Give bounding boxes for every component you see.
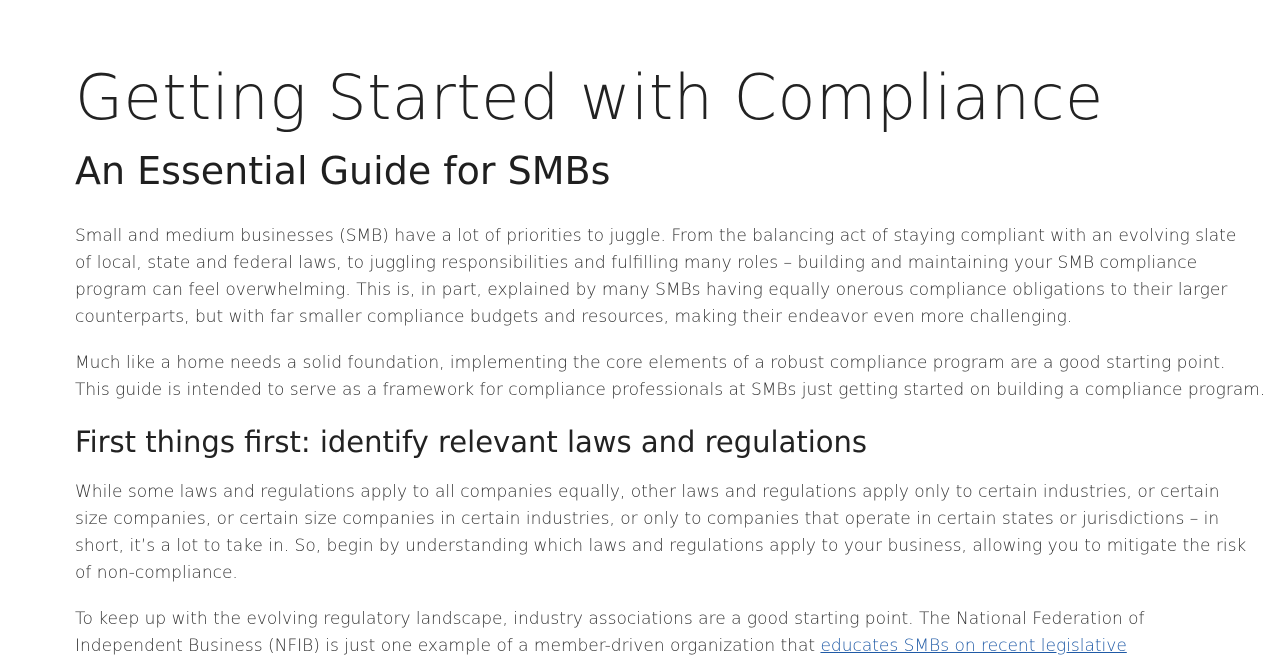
laws-paragraph xyxy=(75,479,1246,587)
paragraph-line: While some laws and regulations apply to all companies equally, other laws and regulations apply only to certain industries, or certain xyxy=(75,482,1220,502)
paragraph-line: counterparts, but with far smaller compliance budgets and resources, making their endeavor even more challenging. xyxy=(75,307,1073,327)
foundation-paragraph xyxy=(75,350,1265,404)
paragraph-line: Small and medium businesses (SMB) have a lot of priorities to juggle. From the balancing act of staying compliant with an evolving slate xyxy=(75,226,1237,246)
paragraph-line: program can feel overwhelming. This is, in part, explained by many SMBs having equally onerous compliance obligations to their larger xyxy=(75,280,1228,300)
paragraph-text: Independent Business (NFIB) is just one example of a member-driven organization that xyxy=(75,636,821,656)
section-heading: First things first: identify relevant laws and regulations xyxy=(75,425,868,459)
paragraph-line: of local, state and federal laws, to juggling responsibilities and fulfilling many roles – building and maintaining your SMB compliance xyxy=(75,253,1198,273)
paragraph-line xyxy=(75,633,1145,660)
paragraph-line: This guide is intended to serve as a framework for compliance professionals at SMBs just getting started on building a compliance program. xyxy=(75,380,1266,400)
associations-paragraph xyxy=(75,606,1145,660)
paragraph-line: of non-compliance. xyxy=(75,563,238,583)
paragraph-line: To keep up with the evolving regulatory landscape, industry associations are a good starting point. The National Federation of xyxy=(75,609,1145,629)
intro-paragraph xyxy=(75,223,1236,331)
nfib-legislative-link[interactable]: educates SMBs on recent legislative xyxy=(820,636,1127,656)
paragraph-line: short, it’s a lot to take in. So, begin by understanding which laws and regulations apply to your business, allowing you to mitigate the risk xyxy=(75,536,1247,556)
page-title: Getting Started with Compliance xyxy=(75,61,1104,134)
page-subtitle: An Essential Guide for SMBs xyxy=(75,149,611,193)
paragraph-line: size companies, or certain size companies in certain industries, or only to companies that operate in certain states or jurisdictions – in xyxy=(75,509,1220,529)
paragraph-line: Much like a home needs a solid foundation, implementing the core elements of a robust compliance program are a good starting point. xyxy=(75,353,1226,373)
